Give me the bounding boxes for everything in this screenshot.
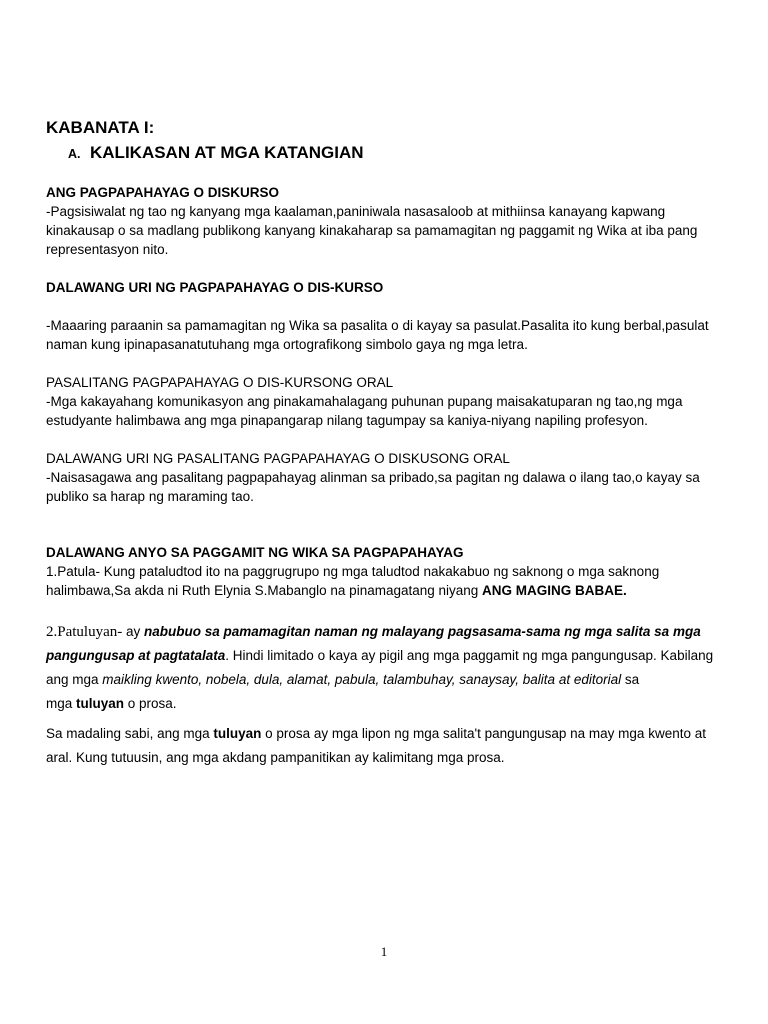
block1-line: representasyon nito.	[46, 242, 169, 257]
prose-line	[46, 692, 177, 716]
block5-line	[46, 581, 627, 600]
block2-line: naman kung ipinapasanatutuhang mga ortografikong simbolo gaya ng mga letra.	[46, 337, 528, 352]
prose-emphasis: nabubuo sa pamamagitan naman ng malayang pagsasama-sama ng mga salita sa mga	[144, 624, 701, 639]
block4-line: -Naisasagawa ang pasalitang pagpapahayag alinman sa pribado,sa pagitan ng dalawa o ilang tao,o kayay sa	[46, 470, 700, 485]
block2-line: -Maaaring paraanin sa pamamagitan ng Wika sa pasalita o di kayay sa pasulat.Pasalita ito kung berbal,pasulat	[46, 318, 709, 333]
block3-heading: PASALITANG PAGPAPAHAYAG O DIS-KURSONG ORAL	[46, 375, 394, 390]
block5-line: 1.Patula- Kung pataludtod ito na paggrugrupo ng mga taludtod nakakabuo ng saknong o mga saknong	[46, 564, 660, 579]
block1-line: -Pagsisiwalat ng tao ng kanyang mga kaalaman,paniniwala nasasaloob at mithiinsa kanayang kapwang	[46, 204, 666, 219]
prose-text: o prosa.	[124, 696, 177, 711]
prose-number: 2.Patuluyan-	[46, 624, 123, 640]
block4-line: publiko sa harap ng maraming tao.	[46, 489, 254, 504]
prose-text: mga	[46, 696, 77, 711]
block1-heading: ANG PAGPAPAHAYAG O DISKURSO	[46, 185, 280, 200]
summary-text: Sa madaling sabi, ang mga	[46, 726, 214, 741]
page-number: 1	[380, 944, 388, 959]
prose-text: ang mga	[46, 672, 103, 687]
block3-line: -Mga kakayahang komunikasyon ang pinakamahalagang puhunan pupang maisakatuparan ng tao,ng mga	[46, 394, 683, 409]
section-title: KALIKASAN AT MGA KATANGIAN	[90, 143, 364, 162]
summary-text: o prosa ay mga lipon ng mga salita't pangungusap na may mga kwento at	[261, 726, 706, 741]
poem-title: ANG MAGING BABAE.	[482, 583, 627, 598]
prose-keyword: tuluyan	[76, 696, 125, 711]
prose-emphasis: pangungusap at pagtatalata	[46, 648, 226, 663]
prose-text: sa	[621, 672, 640, 687]
chapter-title: KABANATA I:	[46, 118, 155, 137]
summary-line	[46, 722, 706, 746]
block3-line: estudyante halimbawa ang mga pinapangarap nilang tagumpay sa kaniya-niyang napiling profesyon.	[46, 413, 648, 428]
block5-heading: DALAWANG ANYO SA PAGGAMIT NG WIKA SA PAGPAPAHAYAG	[46, 545, 464, 560]
section-letter: A.	[68, 147, 81, 161]
block5-line-text: halimbawa,Sa akda ni Ruth Elynia S.Mabanglo na pinamagatang niyang	[46, 583, 483, 598]
block2-heading: DALAWANG URI NG PAGPAPAHAYAG O DIS-KURSO	[46, 280, 384, 295]
prose-line	[46, 668, 639, 692]
prose-genres: maikling kwento, nobela, dula, alamat, pabula, talambuhay, sanaysay, balita at editorial	[102, 672, 622, 687]
summary-keyword: tuluyan	[213, 726, 262, 741]
prose-line	[46, 644, 713, 668]
prose-line	[46, 620, 701, 645]
prose-text: ay	[122, 624, 145, 639]
summary-line: aral. Kung tutuusin, ang mga akdang pampanitikan ay kalimitang mga prosa.	[46, 750, 505, 765]
section-heading	[68, 143, 364, 163]
block4-heading: DALAWANG URI NG PASALITANG PAGPAPAHAYAG O DISKUSONG ORAL	[46, 451, 510, 466]
block1-line: kinakausap o sa madlang publikong kanyang kinakaharap sa pamamagitan ng paggamit ng Wika at iba pang	[46, 223, 698, 238]
prose-text: . Hindi limitado o kaya ay pigil ang mga paggamit ng mga pangungusap. Kabilang	[225, 648, 714, 663]
